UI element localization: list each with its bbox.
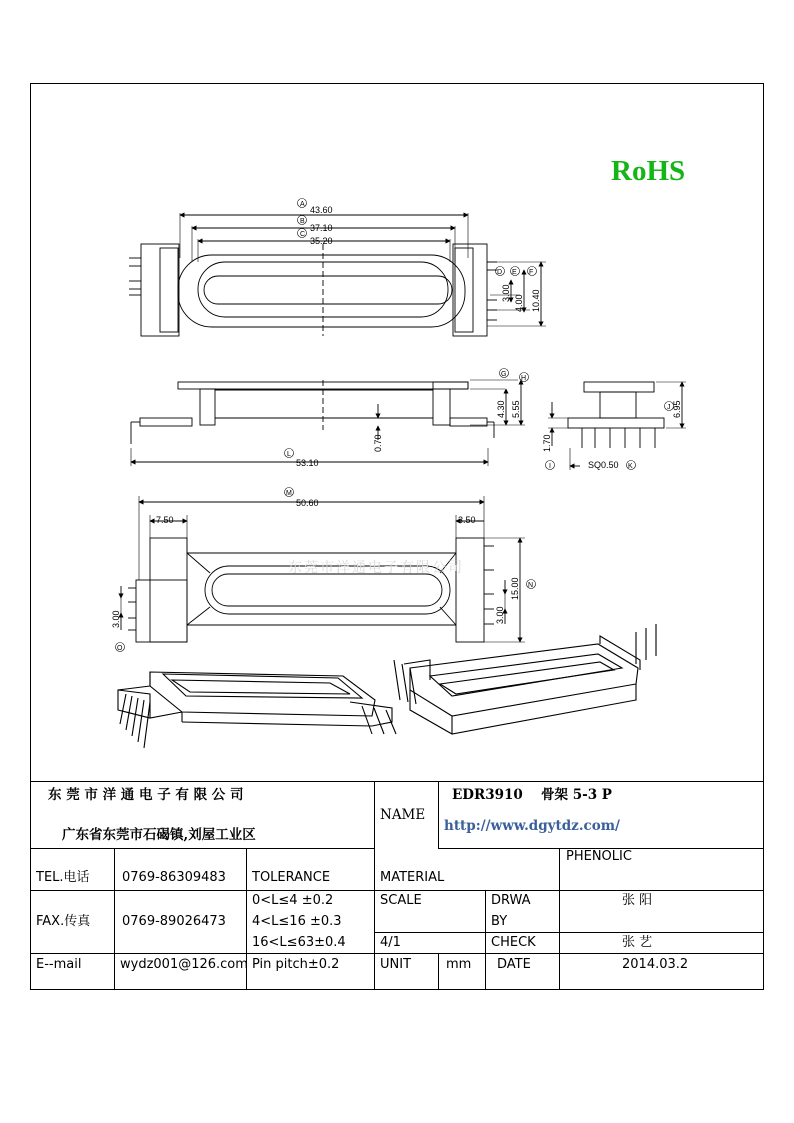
part-description: 骨架 5-3 P <box>541 787 612 803</box>
marker-m-label: M <box>286 490 292 497</box>
email-value: wydz001@126.com <box>120 957 248 972</box>
dim-b-value: 37.10 <box>310 223 333 233</box>
dim-j-value: 6.95 <box>672 400 682 418</box>
tolerance-row-1: 0<L≤4 ±0.2 <box>252 893 334 908</box>
dim-gap-value: 0.70 <box>373 434 383 452</box>
dim-f-value: 10.40 <box>531 289 541 312</box>
marker-o-label: O <box>117 645 123 652</box>
material-value: PHENOLIC <box>566 849 632 864</box>
side-view <box>131 380 525 466</box>
tel-label: TEL.电话 <box>36 870 90 885</box>
drawn-by-value: 张 阳 <box>622 893 653 908</box>
fax-label: FAX.传真 <box>36 914 91 929</box>
date-label: DATE <box>497 957 531 972</box>
marker-n-label: N <box>528 582 534 589</box>
part-number: EDR3910 <box>452 787 523 803</box>
unit-value: mm <box>446 957 472 972</box>
tolerance-row-2: 4<L≤16 ±0.3 <box>252 914 342 929</box>
fax-value: 0769-89026473 <box>122 914 226 929</box>
name-label: NAME <box>380 807 426 823</box>
dim-c-value: 35.20 <box>310 236 333 246</box>
marker-d-label: D <box>497 269 503 276</box>
marker-i-label: I <box>549 463 551 470</box>
tel-value: 0769-86309483 <box>122 870 226 885</box>
dim-h-value: 5.55 <box>511 400 521 418</box>
date-value: 2014.03.2 <box>622 957 689 972</box>
marker-c-label: C <box>300 231 306 238</box>
tolerance-row-3: 16<L≤63±0.4 <box>252 935 346 950</box>
isometric-view-right <box>394 624 656 734</box>
dim-m-value: 50.60 <box>296 498 319 508</box>
dim-k-value: SQ0.50 <box>588 460 619 470</box>
drawn-by-label-1: DRWA <box>491 893 531 908</box>
marker-g-label: G <box>501 371 507 378</box>
dim-g-value: 4.30 <box>496 400 506 418</box>
dim-i-value: 1.70 <box>542 434 552 452</box>
marker-k-label: K <box>628 463 633 470</box>
marker-j-label: J <box>667 404 671 411</box>
dim-right-width-value: 3.50 <box>458 515 476 525</box>
scale-label: SCALE <box>380 893 422 908</box>
dim-o-value: 3.00 <box>111 610 121 628</box>
dim-a-value: 43.60 <box>310 205 333 215</box>
scale-value: 4/1 <box>380 935 401 950</box>
unit-label: UNIT <box>380 957 412 972</box>
checked-by-value: 张 艺 <box>622 935 653 950</box>
dim-l-value: 53.10 <box>296 458 319 468</box>
rohs-mark: RoHS <box>611 155 686 187</box>
check-label: CHECK <box>491 935 536 950</box>
drawn-by-label-2: BY <box>491 914 508 929</box>
material-label: MATERIAL <box>380 870 445 885</box>
website-link[interactable]: http://www.dgytdz.com/ <box>444 818 620 834</box>
pin-pitch-tolerance: Pin pitch±0.2 <box>252 957 340 972</box>
isometric-view-left <box>118 672 396 748</box>
marker-b-label: B <box>300 218 305 225</box>
marker-f-label: F <box>529 269 534 276</box>
dim-n-value: 15.00 <box>510 577 520 600</box>
marker-a-label: A <box>300 201 305 208</box>
end-view <box>548 382 686 470</box>
dim-e-value: 4.00 <box>514 294 524 312</box>
company-name: 东 莞 市 洋 通 电 子 有 限 公 司 <box>48 787 244 803</box>
top-view <box>129 213 546 336</box>
marker-h-label: H <box>521 375 527 382</box>
tolerance-label: TOLERANCE <box>252 870 331 885</box>
dim-left-width-value: 7.50 <box>156 515 174 525</box>
dim-p-value: 3.00 <box>495 606 505 624</box>
marker-l-label: L <box>287 451 291 458</box>
company-address: 广东省东莞市石碣镇,刘屋工业区 <box>62 827 256 843</box>
dim-d-value: 3.00 <box>501 284 511 302</box>
marker-e-label: E <box>512 269 517 276</box>
email-label: E--mail <box>36 957 82 972</box>
watermark: 东莞市洋通电子有限公司 <box>288 560 464 576</box>
